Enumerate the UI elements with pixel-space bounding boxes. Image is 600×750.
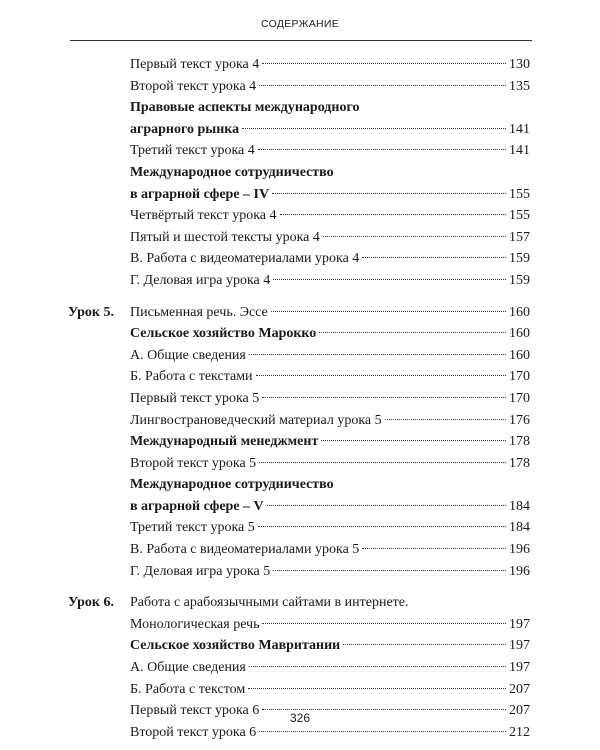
section-gap <box>68 292 530 302</box>
toc-entry[interactable] <box>68 614 530 636</box>
toc-page-number: 184 <box>509 498 530 514</box>
dot-leader <box>259 731 506 732</box>
dot-leader <box>362 548 506 549</box>
toc-entry-title: Третий текст урока 4 <box>130 143 255 159</box>
lesson-label: Урок 5. <box>68 304 114 320</box>
toc-entry-title: Г. Деловая игра урока 5 <box>130 563 271 579</box>
toc-page-number: 159 <box>509 251 530 267</box>
toc-entry[interactable] <box>68 97 530 119</box>
dot-leader <box>262 623 506 624</box>
dot-leader <box>248 688 506 689</box>
dot-leader <box>258 149 506 150</box>
toc-page-number: 160 <box>509 326 530 342</box>
toc-entry[interactable] <box>68 539 530 561</box>
toc-entry-title: Первый текст урока 6 <box>130 703 260 719</box>
toc-entry-title: Монологическая речь <box>130 616 260 632</box>
dot-leader <box>362 257 506 258</box>
toc-page-number: 184 <box>509 520 530 536</box>
toc-page-number: 197 <box>509 638 530 654</box>
toc-page-number: 141 <box>509 121 530 137</box>
toc-page-number: 176 <box>509 412 530 428</box>
toc-entry[interactable] <box>68 54 530 76</box>
toc-entry-title: Лингвострановедческий материал урока 5 <box>130 412 382 428</box>
toc-section-title: Международное сотрудничество <box>130 477 334 493</box>
toc-entry[interactable] <box>68 635 530 657</box>
toc-entry[interactable] <box>68 496 530 518</box>
dot-leader <box>343 644 506 645</box>
toc-section-title: Международное сотрудничество <box>130 164 334 180</box>
toc-page-number: 170 <box>509 369 530 385</box>
toc-entry[interactable] <box>68 227 530 249</box>
toc-entry-title: Работа с арабоязычными сайтами в интернете. <box>130 595 409 611</box>
toc-entry[interactable] <box>68 119 530 141</box>
toc-section-title: Сельское хозяйство Марокко <box>130 326 317 342</box>
toc-entry-title: Второй текст урока 4 <box>130 78 257 94</box>
toc-page-number: 141 <box>509 143 530 159</box>
toc-entry[interactable] <box>68 431 530 453</box>
toc-entry[interactable] <box>68 302 530 324</box>
dot-leader <box>249 666 506 667</box>
toc-entry[interactable] <box>68 140 530 162</box>
toc-entry[interactable] <box>68 323 530 345</box>
toc-page-number: 155 <box>509 186 530 202</box>
toc-entry[interactable] <box>68 657 530 679</box>
toc-entry-title: Первый текст урока 5 <box>130 390 260 406</box>
dot-leader <box>262 397 506 398</box>
section-gap <box>68 582 530 592</box>
toc-entry-title: Второй текст урока 5 <box>130 455 257 471</box>
toc-section-title: Сельское хозяйство Мавритании <box>130 638 341 654</box>
dot-leader <box>271 311 506 312</box>
dot-leader <box>258 526 506 527</box>
toc-entry-title: В. Работа с видеоматериалами урока 5 <box>130 542 360 558</box>
toc-entry[interactable] <box>68 679 530 701</box>
toc-entry[interactable] <box>68 410 530 432</box>
toc-entry-title: А. Общие сведения <box>130 347 246 363</box>
toc-entry[interactable] <box>68 162 530 184</box>
toc-section-title: в аграрной сфере – IV <box>130 186 270 202</box>
toc-entry[interactable] <box>68 474 530 496</box>
toc-entry[interactable] <box>68 561 530 583</box>
toc-page-number: 197 <box>509 616 530 632</box>
toc-page-number: 207 <box>509 703 530 719</box>
toc-entry[interactable] <box>68 184 530 206</box>
dot-leader <box>259 462 506 463</box>
toc-page-number: 159 <box>509 272 530 288</box>
dot-leader <box>249 354 506 355</box>
toc-page-number: 155 <box>509 208 530 224</box>
toc-entry[interactable] <box>68 453 530 475</box>
toc-entry-title: Второй текст урока 6 <box>130 724 257 740</box>
toc-entry-title: Письменная речь. Эссе <box>130 304 268 320</box>
dot-leader <box>267 505 506 506</box>
dot-leader <box>280 214 506 215</box>
toc-page-number: 130 <box>509 57 530 72</box>
toc-entry[interactable] <box>68 270 530 292</box>
toc-entry[interactable] <box>68 76 530 98</box>
toc-page-number: 170 <box>509 390 530 406</box>
dot-leader <box>256 375 506 376</box>
toc-entry[interactable] <box>68 517 530 539</box>
toc-entry-title: Б. Работа с текстами <box>130 369 253 385</box>
toc-page-number: 196 <box>509 563 530 579</box>
toc-section-title: Правовые аспекты международного <box>130 100 360 116</box>
toc-page-number: 207 <box>509 681 530 697</box>
dot-leader <box>273 279 506 280</box>
toc-page-number: 197 <box>509 660 530 676</box>
toc-entry-title: А. Общие сведения <box>130 660 246 676</box>
toc-page-number: 160 <box>509 304 530 320</box>
toc-entry-title: Г. Деловая игра урока 4 <box>130 272 271 288</box>
lesson-label: Урок 6. <box>68 595 114 611</box>
toc-section-title: аграрного рынка <box>130 121 240 137</box>
running-header: СОДЕРЖАНИЕ <box>260 18 340 30</box>
toc-entry[interactable] <box>68 205 530 227</box>
toc-page-number: 196 <box>509 542 530 558</box>
dot-leader <box>272 193 506 194</box>
toc-page-number: 157 <box>509 229 530 245</box>
toc-entry[interactable] <box>68 345 530 367</box>
toc-entry-title: В. Работа с видеоматериалами урока 4 <box>130 251 360 267</box>
toc-entry-title: Четвёртый текст урока 4 <box>130 208 277 224</box>
toc-page-number: 160 <box>509 347 530 363</box>
header-rule <box>70 40 532 41</box>
dot-leader <box>262 63 506 64</box>
dot-leader <box>319 332 506 333</box>
toc-entry[interactable] <box>68 366 530 388</box>
toc-entry-title: Б. Работа с текстом <box>130 681 246 697</box>
dot-leader <box>259 85 506 86</box>
dot-leader <box>321 440 506 441</box>
toc-entry[interactable] <box>68 592 530 614</box>
page-number: 326 <box>289 711 311 725</box>
dot-leader <box>323 236 506 237</box>
toc-page-number: 178 <box>509 455 530 471</box>
dot-leader <box>385 419 506 420</box>
table-of-contents <box>68 54 530 743</box>
dot-leader <box>273 570 506 571</box>
toc-page-number: 178 <box>509 434 530 450</box>
toc-entry[interactable] <box>68 248 530 270</box>
toc-entry[interactable] <box>68 388 530 410</box>
toc-entry-title: Третий текст урока 5 <box>130 520 255 536</box>
toc-page-number: 212 <box>509 724 530 740</box>
toc-section-title: Международный менеджмент <box>130 434 319 450</box>
toc-page-number: 135 <box>509 78 530 94</box>
dot-leader <box>242 128 506 129</box>
toc-section-title: в аграрной сфере – V <box>130 498 264 514</box>
toc-entry[interactable] <box>68 722 530 744</box>
toc-entry-title: Пятый и шестой тексты урока 4 <box>130 229 320 245</box>
toc-entry-title: Первый текст урока 4 <box>130 57 260 72</box>
